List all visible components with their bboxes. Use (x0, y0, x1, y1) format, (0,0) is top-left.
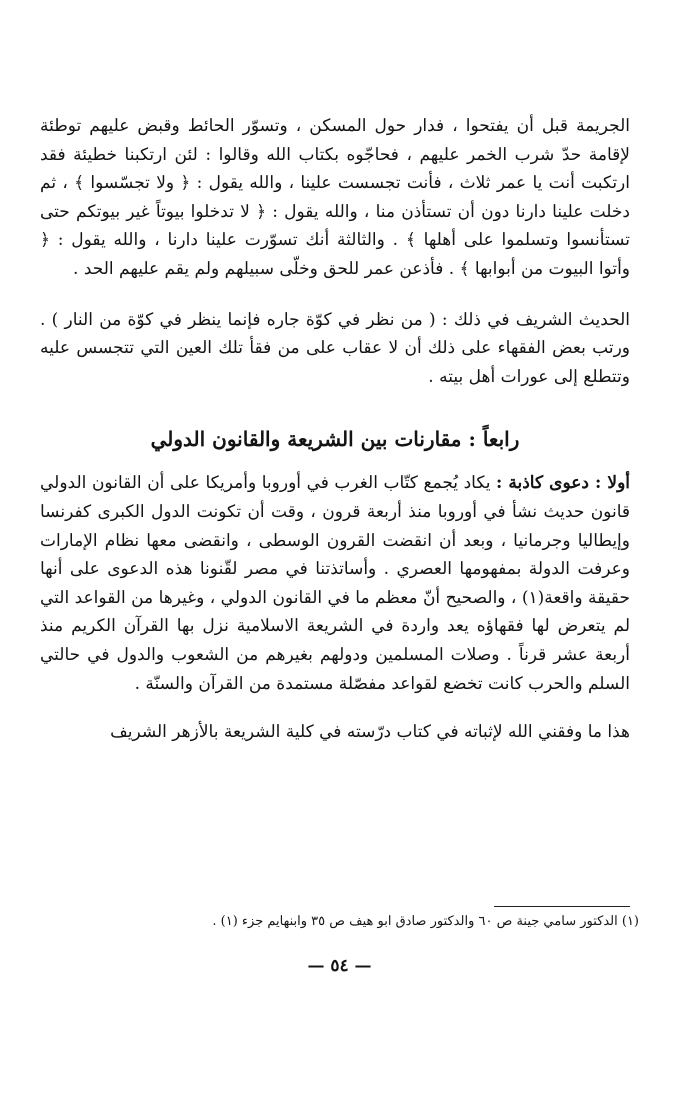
paragraph-2: الحديث الشريف في ذلك : ( من نظر في كوّة جاره فإنما ينظر في كوّة من النار ) . ورتب بعض الفقهاء على ذلك أن لا عقاب على من فقأ تلك العين التي تتجسس عليه وتتطلع إلى عورات أهل بيته . (40, 309, 630, 387)
section-body: يكاد يُجمع كتّاب الغرب في أوروبا وأمريكا على أن القانون الدولي قانون حديث نشأ في أوروبا منذ أربعة قرون ، وقت أن تكونت الدول الكبرى كفرنسا وإيطاليا وجرمانيا ، وبعد أن انقضت القرون الوسطى ، وانقضى معها نظام الإمارات وعرفت الدولة بمفهومها العصري . وأساتذتنا في مصر لقّنونا هذه الدعوى على أنها حقيقة واقعة(١) ، والصحيح أنّ معظم ما في القانون الدولي ، وغيرها من القواعد التي لم يتعرض لها فقهاؤه يعد واردة في الشريعة الاسلامية نزل بها القرآن الكريم منذ أربعة عشر قرناً . وصلات المسلمين ودولهم بغيرهم من الشعوب والدول في حالتي السلم والحرب كانت تخضع لقواعد مفصّلة مستمدة من القرآن والسنّة . (40, 473, 630, 694)
section-heading: رابعاً : مقارنات بين الشريعة والقانون الدولي (150, 427, 520, 452)
closing-paragraph: هذا ما وفقني الله لإثباته في كتاب درّسته في كلية الشريعة بالأزهر الشريف (110, 722, 630, 743)
paragraph-1: الجريمة قبل أن يفتحوا ، فدار حول المسكن ، وتسوّر الحائط وقبض عليهم توطئة لإقامة حدّ شرب الخمر عليهم ، فحاجّوه بكتاب الله وقالوا : لئن ارتكبنا خطيئة فقد ارتكبت أنت يا عمر ثلاث ، فأنت تجسست علينا ، والله يقول : ﴿ ولا تجسّسوا ﴾ ، ثم دخلت علينا دارنا دون أن تستأذن منا ، والله يقول : ﴿ لا تدخلوا بيوتاً غير بيوتكم حتى تستأنسوا وتسلموا على أهلها ﴾ . والثالثة أنك تسوّرت علينا دارنا ، والله يقول : ﴿ وأتوا البيوت من أبوابها ﴾ . فأذعن عمر للحق وخلّى سبيلهم ولم يقم عليهم الحد . (40, 116, 630, 279)
section-lead: أولا : دعوى كاذبة : (496, 473, 631, 494)
footnote: (١) الدكتور سامي جينة ص ٦٠ والدكتور صادق ابو هيف ص ٣٥ وابنهايم جزء (١) . (212, 914, 639, 929)
page-body (40, 112, 630, 747)
section-paragraph (40, 469, 630, 698)
page-number: — ٥٤ — (307, 956, 372, 976)
footnote-divider (494, 906, 630, 907)
